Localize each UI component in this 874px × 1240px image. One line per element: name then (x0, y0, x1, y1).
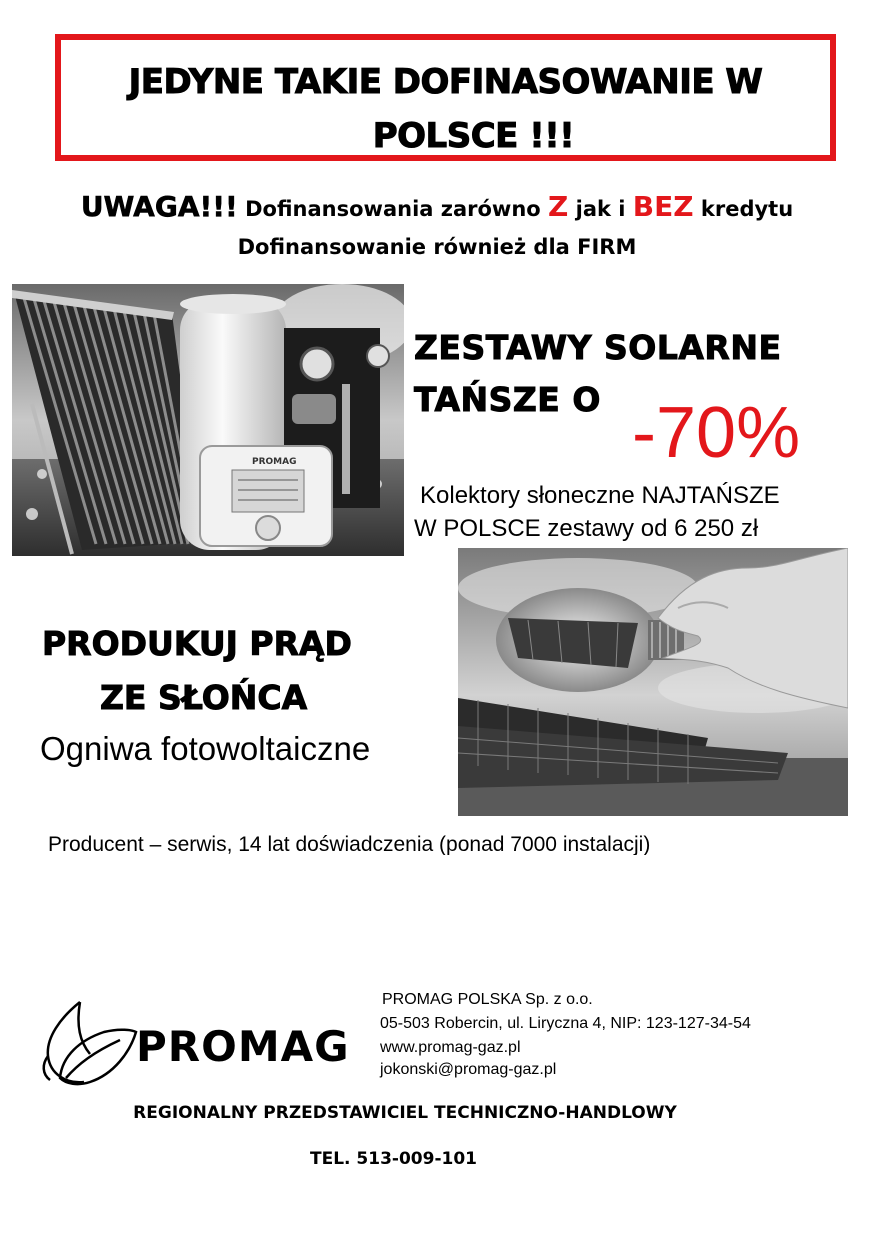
pv-heading-2: ZE SŁOŃCA (100, 678, 308, 717)
notice-bez: BEZ (632, 190, 694, 223)
pv-heading-1: PRODUKUJ PRĄD (42, 624, 352, 663)
company-address: 05-503 Robercin, ul. Liryczna 4, NIP: 123-127-34-54 (380, 1015, 751, 1032)
uwaga-label: UWAGA!!! (80, 190, 238, 223)
discount-percent: -70% (632, 393, 801, 473)
header-box (55, 34, 836, 161)
solar-desc-2: W POLSCE zestawy od 6 250 zł (414, 515, 759, 542)
solar-heading-1: ZESTAWY SOLARNE (414, 328, 782, 367)
company-name: PROMAG POLSKA Sp. z o.o. (382, 991, 593, 1008)
notice-z: Z (548, 190, 569, 223)
notice-text-2: jak i (568, 197, 633, 221)
representative-title: REGIONALNY PRZEDSTAWICIEL TECHNICZNO-HANDLOWY (133, 1103, 677, 1123)
solar-desc-1: Kolektory słoneczne NAJTAŃSZE (420, 482, 780, 509)
notice-line (0, 190, 874, 223)
notice-text-3: kredytu (693, 197, 794, 221)
solar-collector-image (12, 284, 404, 556)
header-line-1: JEDYNE TAKIE DOFINASOWANIE W (128, 62, 763, 102)
producer-line: Producent – serwis, 14 lat doświadczenia (ponad 7000 instalacji) (48, 833, 651, 855)
phone-number: TEL. 513-009-101 (310, 1149, 477, 1169)
company-email[interactable]: jokonski@promag-gaz.pl (380, 1061, 557, 1078)
firm-notice: Dofinansowanie również dla FIRM (237, 235, 637, 259)
promag-logo-text: PROMAG (136, 1022, 350, 1071)
company-website[interactable]: www.promag-gaz.pl (380, 1039, 521, 1056)
controller-brand: PROMAG (252, 457, 297, 467)
pv-subtitle: Ogniwa fotowoltaiczne (40, 730, 371, 767)
header-line-2: POLSCE !!! (372, 116, 575, 156)
solar-heading-2: TAŃSZE O (414, 380, 601, 419)
photovoltaic-image (458, 548, 848, 816)
notice-text-1: Dofinansowania zarówno (237, 197, 549, 221)
